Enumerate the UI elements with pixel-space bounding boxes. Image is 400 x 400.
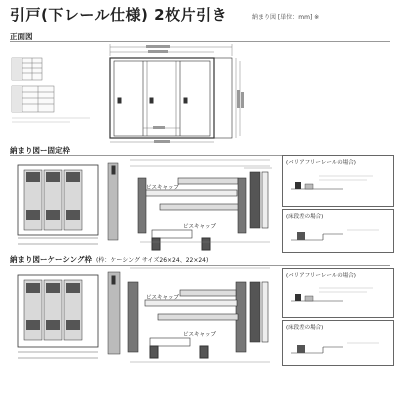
unit-note: 納まり図 [単位：mm] ※ [252,14,320,21]
casing-frame-label: 納まり図ーケーシング枠 [10,255,93,264]
barrier-free-box-2-title: (バリアフリーレールの場合) [286,273,356,279]
casing-plan-section [128,268,270,362]
flat-cap-callout-4: ビスキャップ [183,332,217,338]
barrier-free-box-2-drawing [283,269,393,317]
floor-diff-box-2-drawing [283,321,393,365]
fixed-frame-label: 納まり図ー固定枠 [10,146,70,155]
casing-wall-section [108,272,120,354]
flat-cap-callout-3: ビスキャップ [146,295,180,301]
page-title: 引戸(下レール仕様) 2枚片引き [10,6,228,24]
floor-diff-box-2-title: (床段差の場合) [286,325,324,331]
barrier-free-box-1-title: (バリアフリーレールの場合) [286,160,356,166]
floor-diff-box-1-title: (床段差の場合) [286,214,324,220]
floor-diff-box-2 [282,320,394,366]
casing-elevation [18,275,98,358]
casing-frame-note: (枠：ケーシング サイズ26×24、22×24) [96,257,209,264]
front-view-label: 正面図 [10,32,33,41]
flat-cap-callout-2: ビスキャップ [183,224,217,230]
barrier-free-box-2 [282,268,394,318]
casing-right-section [250,282,268,342]
flat-cap-callout-1: ビスキャップ [146,185,180,191]
